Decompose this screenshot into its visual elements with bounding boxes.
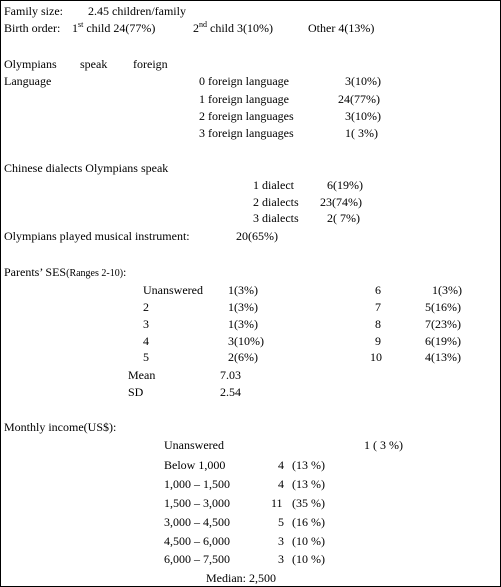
- foreign-row-value: 3(10%): [345, 74, 381, 88]
- income-row-count: 11: [271, 496, 283, 510]
- birth-order-label: Birth order:: [4, 21, 61, 35]
- dialect-row-label: 1 dialect: [253, 178, 294, 192]
- income-heading: Monthly income(US$):: [4, 420, 117, 434]
- income-row-count: 3: [278, 552, 284, 566]
- ses-left-value: 1(3%): [228, 317, 258, 331]
- dialect-row-label: 2 dialects: [253, 195, 299, 209]
- foreign-row-value: 3(10%): [345, 109, 381, 123]
- ses-left-label: 2: [143, 300, 149, 314]
- foreign-heading-word: speak: [80, 57, 108, 71]
- foreign-row-value: 1( 3%): [345, 126, 378, 140]
- ses-left-value: 3(10%): [228, 334, 264, 348]
- ses-right-label: 10: [370, 350, 382, 364]
- dialect-row-value: 6(19%): [327, 178, 363, 192]
- birth-order-other: Other 4(13%): [308, 21, 375, 35]
- ses-mean-value: 7.03: [220, 368, 241, 382]
- ses-sd-label: SD: [128, 385, 144, 399]
- ses-mean-label: Mean: [128, 368, 156, 382]
- ses-left-label: 5: [143, 350, 149, 364]
- foreign-row-label: 2 foreign languages: [199, 109, 294, 123]
- ses-right-label: 7: [375, 300, 381, 314]
- income-row-count: 3: [278, 534, 284, 548]
- ses-left-label: 4: [143, 334, 149, 348]
- dialect-row-label: 3 dialects: [253, 211, 299, 225]
- ses-right-label: 8: [375, 317, 381, 331]
- income-row-pct: (10 %): [292, 534, 325, 548]
- income-row-pct: (16 %): [292, 515, 325, 529]
- foreign-heading-word: foreign: [133, 57, 168, 71]
- income-row-label: 1,000 – 1,500: [164, 477, 230, 491]
- birth-order-first: 1st child 24(77%): [72, 20, 156, 35]
- ses-right-value: 5(16%): [425, 300, 461, 314]
- foreign-row-value: 24(77%): [338, 92, 380, 106]
- ses-right-value: 6(19%): [425, 334, 461, 348]
- income-unanswered-value: 1 ( 3 %): [364, 438, 403, 452]
- family-size-value: 2.45 children/family: [88, 4, 186, 18]
- income-row-label: 3,000 – 4,500: [164, 515, 230, 529]
- foreign-heading-line2: Language: [4, 74, 52, 88]
- ses-right-value: 7(23%): [425, 317, 461, 331]
- foreign-row-label: 0 foreign language: [199, 74, 289, 88]
- income-row-label: Below 1,000: [164, 458, 226, 472]
- income-row-pct: (10 %): [292, 552, 325, 566]
- foreign-heading-word: Olympians: [4, 57, 57, 71]
- ses-right-label: 6: [375, 283, 381, 297]
- income-row-label: 1,500 – 3,000: [164, 496, 230, 510]
- income-row-pct: (13 %): [292, 477, 325, 491]
- ses-sd-value: 2.54: [220, 385, 241, 399]
- income-row-pct: (35 %): [292, 496, 325, 510]
- dialects-heading: Chinese dialects Olympians speak: [4, 161, 169, 175]
- income-row-count: 4: [278, 458, 284, 472]
- income-unanswered-label: Unanswered: [164, 438, 224, 452]
- ses-left-label: Unanswered: [143, 283, 203, 297]
- income-row-count: 4: [278, 477, 284, 491]
- income-median: Median: 2,500: [206, 571, 276, 585]
- income-row-label: 4,500 – 6,000: [164, 534, 230, 548]
- income-row-count: 5: [278, 515, 284, 529]
- ses-left-value: 1(3%): [228, 300, 258, 314]
- dialect-row-value: 2( 7%): [327, 211, 360, 225]
- musical-value: 20(65%): [236, 229, 278, 243]
- ses-heading: Parents’ SES(Ranges 2-10):: [4, 265, 127, 279]
- income-row-pct: (13 %): [292, 458, 325, 472]
- ses-left-label: 3: [143, 317, 149, 331]
- musical-label: Olympians played musical instrument:: [4, 229, 190, 243]
- foreign-row-label: 1 foreign language: [199, 92, 289, 106]
- income-row-label: 6,000 – 7,500: [164, 552, 230, 566]
- ses-left-value: 2(6%): [228, 350, 258, 364]
- ses-right-value: 1(3%): [432, 283, 462, 297]
- dialect-row-value: 23(74%): [320, 195, 362, 209]
- birth-order-second: 2nd child 3(10%): [193, 20, 273, 35]
- ses-right-value: 4(13%): [425, 350, 461, 364]
- ses-left-value: 1(3%): [228, 283, 258, 297]
- foreign-row-label: 3 foreign languages: [199, 126, 294, 140]
- ses-right-label: 9: [375, 334, 381, 348]
- family-size-label: Family size:: [4, 4, 63, 18]
